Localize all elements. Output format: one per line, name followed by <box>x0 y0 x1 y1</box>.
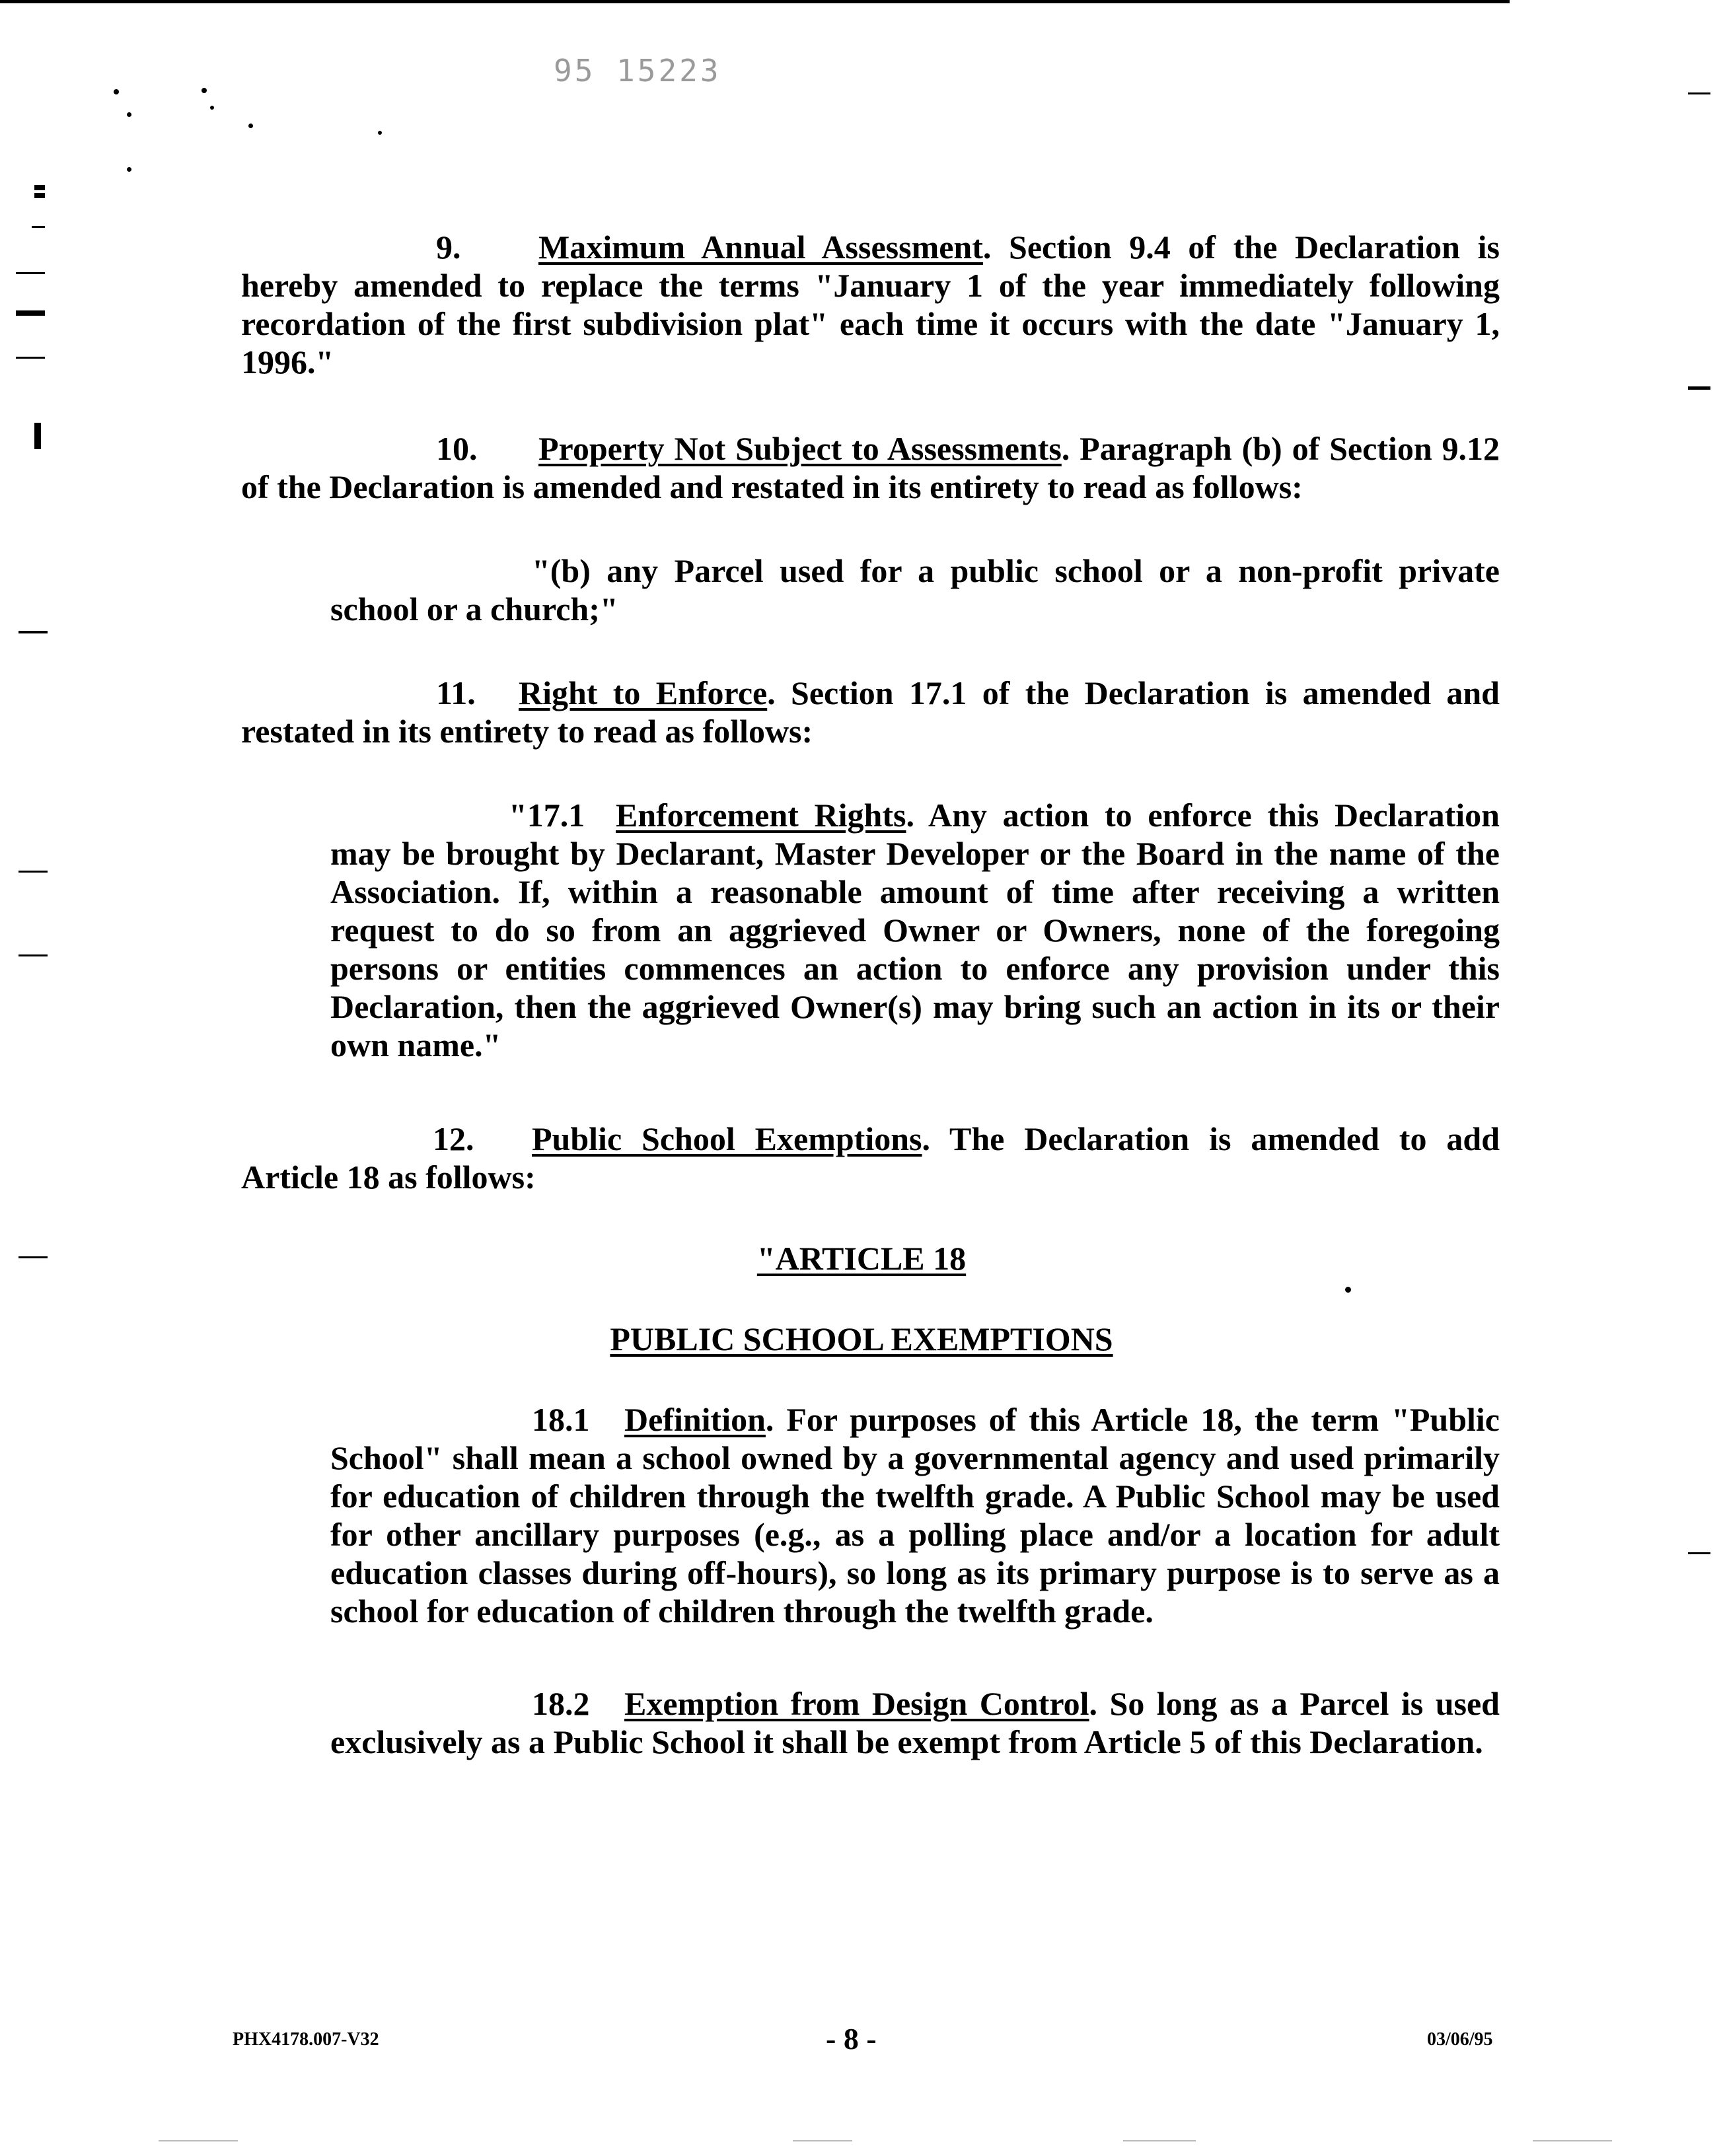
footer-date: 03/06/95 <box>1427 2029 1493 2050</box>
section-title: Definition <box>624 1401 766 1438</box>
section-title: Property Not Subject to Assessments <box>538 430 1062 467</box>
section-number: "17.1 <box>509 797 585 834</box>
section-10-quote <box>330 552 1500 628</box>
scan-speck <box>378 131 382 135</box>
footer-document-id: PHX4178.007-V32 <box>233 2029 379 2050</box>
section-title: Right to Enforce <box>519 674 768 711</box>
section-18-2 <box>330 1684 1500 1761</box>
section-text: . For purposes of this Article 18, the term "Public School" shall mean a school owned by a governmental agency and used primarily for education of children through the twelfth grade. A Public School may be used for other ancillary purposes (e.g., as a polling place and/or a location for adult education classes during off-hours), so long as its primary purpose is to serve as a school for education of children through the twelfth grade. <box>330 1401 1500 1630</box>
section-title: Enforcement Rights <box>616 797 906 834</box>
margin-mark <box>34 423 41 449</box>
section-text: . The Declaration is amended to add Article 18 as follows: <box>241 1120 1500 1196</box>
article-subheading: PUBLIC SCHOOL EXEMPTIONS <box>610 1320 1113 1357</box>
section-number: 10. <box>436 430 478 467</box>
document-number-stamp: 95 15223 <box>554 53 721 89</box>
scan-speck <box>114 89 119 94</box>
margin-mark <box>18 954 48 956</box>
margin-mark <box>34 185 45 190</box>
scan-speck <box>202 88 207 93</box>
section-title: Exemption from Design Control <box>624 1685 1089 1722</box>
margin-mark <box>16 272 45 274</box>
section-title: Public School Exemptions <box>532 1120 922 1157</box>
section-text: . Any action to enforce this Declaration may be brought by Declarant, Master Developer or the Board in the name of the Association. If, within a reasonable amount of time after receiving a written request to do so from an aggrieved Owner or Owners, none of the foregoing persons or entities commences an action to enforce any provision under this Declaration, then the aggrieved Owner(s) may bring such an action in its or their own name." <box>330 797 1500 1063</box>
scan-speck <box>248 124 253 128</box>
section-12 <box>241 1120 1500 1196</box>
margin-mark <box>18 631 48 633</box>
margin-mark <box>1688 92 1710 94</box>
section-number: 18.2 <box>532 1685 590 1722</box>
top-rule <box>0 0 1510 3</box>
scan-speck <box>127 112 131 117</box>
quote-text: "(b) any Parcel used for a public school or a non-profit private school or a church;" <box>330 552 1500 628</box>
section-10 <box>241 429 1500 506</box>
article-heading: "ARTICLE 18 <box>756 1240 967 1277</box>
margin-mark <box>1688 386 1710 390</box>
margin-mark <box>34 193 45 198</box>
margin-mark <box>16 310 45 316</box>
scan-speck <box>127 167 131 172</box>
section-number: 11. <box>436 674 476 711</box>
section-number: 12. <box>433 1120 474 1157</box>
section-text: . Section 17.1 of the Declaration is amended and restated in its entirety to read as follows: <box>241 674 1500 750</box>
margin-mark <box>16 357 45 359</box>
section-text: . Paragraph (b) of Section 9.12 of the Declaration is amended and restated in its entirety to read as follows: <box>241 430 1500 505</box>
section-text: . So long as a Parcel is used exclusively as a Public School it shall be exempt from Article 5 of this Declaration. <box>330 1685 1500 1760</box>
margin-mark <box>1688 1552 1710 1554</box>
section-17-1-quote <box>330 796 1500 1064</box>
scan-artifact <box>1123 2140 1196 2141</box>
scan-speck <box>210 106 214 110</box>
section-text: . Section 9.4 of the Declaration is hereby amended to replace the terms "January 1 of the year immediately following recordation of the first subdivision plat" each time it occurs with the date "January 1, 1996." <box>241 229 1500 380</box>
section-number: 18.1 <box>532 1401 590 1438</box>
scan-artifact <box>159 2140 238 2141</box>
section-18-1 <box>330 1400 1500 1630</box>
margin-mark <box>32 226 45 228</box>
scan-artifact <box>1533 2140 1612 2141</box>
margin-mark <box>18 871 48 873</box>
scan-speck <box>1345 1287 1351 1293</box>
section-9 <box>241 228 1500 381</box>
section-title: Maximum Annual Assessment <box>538 229 983 266</box>
footer-page-number: - 8 - <box>826 2022 877 2056</box>
scan-artifact <box>793 2140 852 2141</box>
section-number: 9. <box>436 229 461 266</box>
section-11 <box>241 674 1500 750</box>
